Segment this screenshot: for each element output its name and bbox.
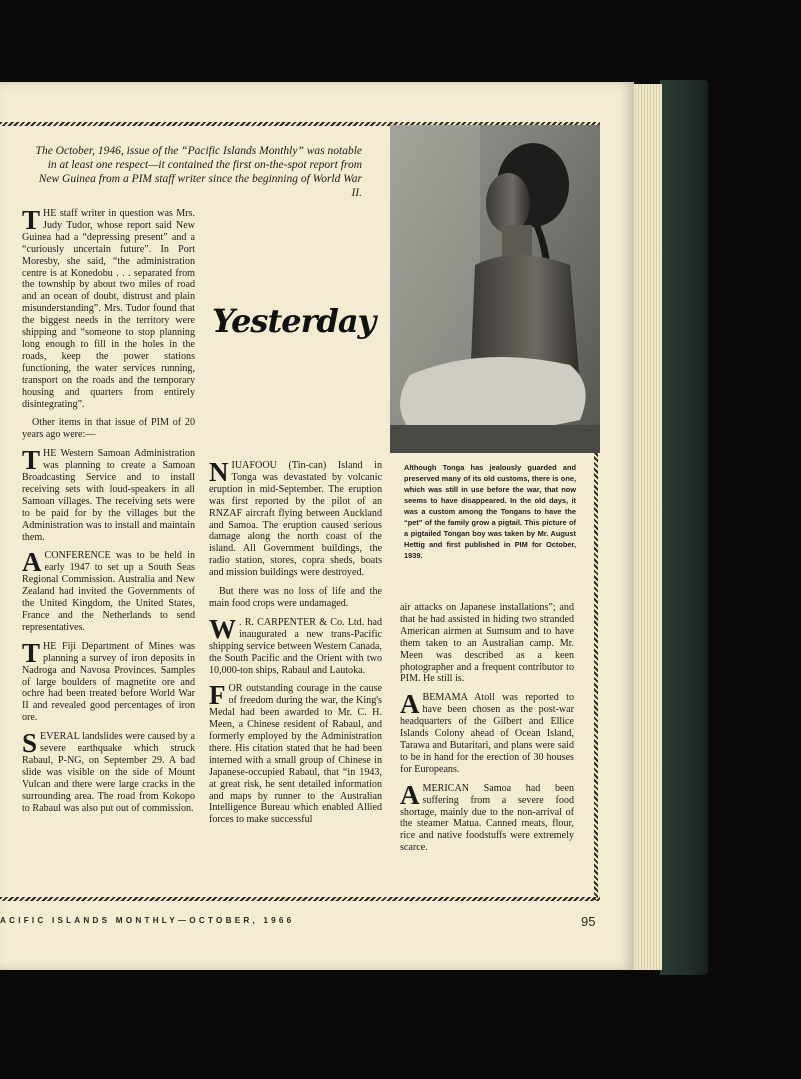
drop-cap: T	[22, 205, 41, 235]
photo-tongan-boy	[390, 125, 600, 453]
drop-cap: T	[22, 637, 41, 668]
page-stack-edge	[630, 84, 662, 970]
drop-cap: N	[209, 457, 229, 487]
book-cover-edge	[660, 80, 708, 975]
paragraph: HE staff writer in question was Mrs. Judy Tudor, whose report said New Guinea had a “depressing present” and a “curiously uncertain future”. In Port Moresby, she said, “the administration centre is at Konedobu . . . separated from the township by about two miles of road and an ocean of doubt, distrust and plain misunderstanding”. Mrs. Tudor found that the biggest needs in the territory were shipping and “someone to stop planning long enough to fill in the holes in the roads, keep the power stations functioning, the water services running, transport on the roads and the temporary housing and quarters from entirely disintegrating”.	[22, 208, 195, 410]
column-3	[400, 602, 574, 861]
drop-cap: W	[209, 613, 236, 644]
photo-caption: Although Tonga has jealously guarded and preserved many of its old customs, there is one, which was still in use before the war, that now seems to have disappeared. In the old days, it was a custom among the Tongans to have the “pet” of the family grow a pigtail. This picture of a pigtailed Tongan boy was taken by Mr. August Hettig and first published in PIM for October, 1939.	[404, 463, 576, 560]
page-title: Yesterday	[212, 302, 376, 340]
drop-cap: A	[400, 779, 420, 810]
drop-cap: F	[209, 680, 226, 711]
column-1	[22, 205, 195, 822]
paragraph: . R. CARPENTER & Co. Ltd. had inaugurated a new trans-Pacific shipping service between Western Canada, the South Pacific and the Orient with two 10,000-ton ships, Rabaul and Lautoka.	[209, 616, 382, 676]
page-number: 95	[581, 914, 596, 929]
paragraph: EVERAL landslides were caused by a severe earthquake which struck Rabaul, P-NG, on September 29. A bad slide was visible on the side of Mount Vulcan and there were large cracks in the surrounding area. The road from Kokopo to Rabaul was also put out of commission.	[22, 731, 195, 814]
paragraph: IUAFOOU (Tin-can) Island in Tonga was devastated by volcanic eruption in mid-September. The eruption was first reported by the pilot of an RNZAF aircraft flying between Auckland and Samoa. The eruption caused serious damage along the north coast of the island. All Government buildings, the radio station, stores, copra sheds, boats and mission buildings were destroyed.	[209, 460, 382, 579]
bottom-border	[0, 897, 600, 901]
drop-cap: A	[400, 689, 420, 720]
column-2	[209, 457, 382, 833]
right-border	[594, 452, 598, 900]
running-footer: ACIFIC ISLANDS MONTHLY—OCTOBER, 1966	[0, 916, 295, 925]
paragraph: CONFERENCE was to be held in early 1947 to set up a South Seas Regional Commission. Australia and New Zealand had invited the Governments of the United Kingdom, the United States, France and the Netherlands to send representatives.	[22, 550, 195, 633]
paragraph: HE Fiji Department of Mines was planning a survey of iron deposits in Nadroga and Navosa Provinces. Samples of large boulders of magnetite ore and ochre had been treated before World War II and revealed good percentages of iron ore.	[22, 640, 195, 724]
drop-cap: A	[22, 547, 42, 578]
paragraph: Other items in that issue of PIM of 20 years ago were:—	[22, 417, 195, 441]
paragraph: BEMAMA Atoll was reported to have been chosen as the post-war headquarters of the Gilbert and Ellice Islands Colony ahead of Ocean Island, Tarawa and Butaritari, and plans were said to be in hand for the erection of 30 houses for Europeans.	[400, 692, 574, 775]
paragraph: HE Western Samoan Administration was planning to create a Samoan Broadcasting Service and to install receiving sets with loud-speakers in all Samoan villages. The receiving sets were to be paid for by the villages but the Administration was to install and maintain them.	[22, 448, 195, 543]
intro-paragraph: The October, 1946, issue of the “Pacific Islands Monthly” was notable in at least one respect—it contained the first on-the-spot report from New Guinea from a PIM staff writer since the beginning of World War II.	[35, 145, 362, 199]
photo-image	[390, 125, 600, 453]
drop-cap: T	[22, 445, 41, 476]
magazine-page	[0, 82, 634, 970]
paragraph: MERICAN Samoa had been suffering from a severe food shortage, mainly due to the non-arrival of the steamer Matua. Canned meats, flour, rice and native foodstuffs were extremely scarce.	[400, 782, 574, 854]
drop-cap: S	[22, 728, 38, 759]
paragraph: air attacks on Japanese installations”; and that he had assisted in hiding two stranded American airmen at Sumsum and to have them taken to an Australian camp. Mr. Meen was described as a keen photographer and a frequent contributor to PIM. He still is.	[400, 602, 574, 685]
paragraph: OR outstanding courage in the cause of freedom during the war, the King's Medal had been awarded to Mr. C. H. Meen, a Chinese resident of Rabaul, and formerly employed by the Administration there. His citation stated that he had been interned with a small group of Chinese in Japanese-occupied Rabaul, that “in 1943, at great risk, he sent detailed information and maps by runner to the Australian Intelligence Bureau which enabled Allied forces to make successful	[209, 683, 382, 826]
paragraph: But there was no loss of life and the main food crops were undamaged.	[209, 586, 382, 609]
